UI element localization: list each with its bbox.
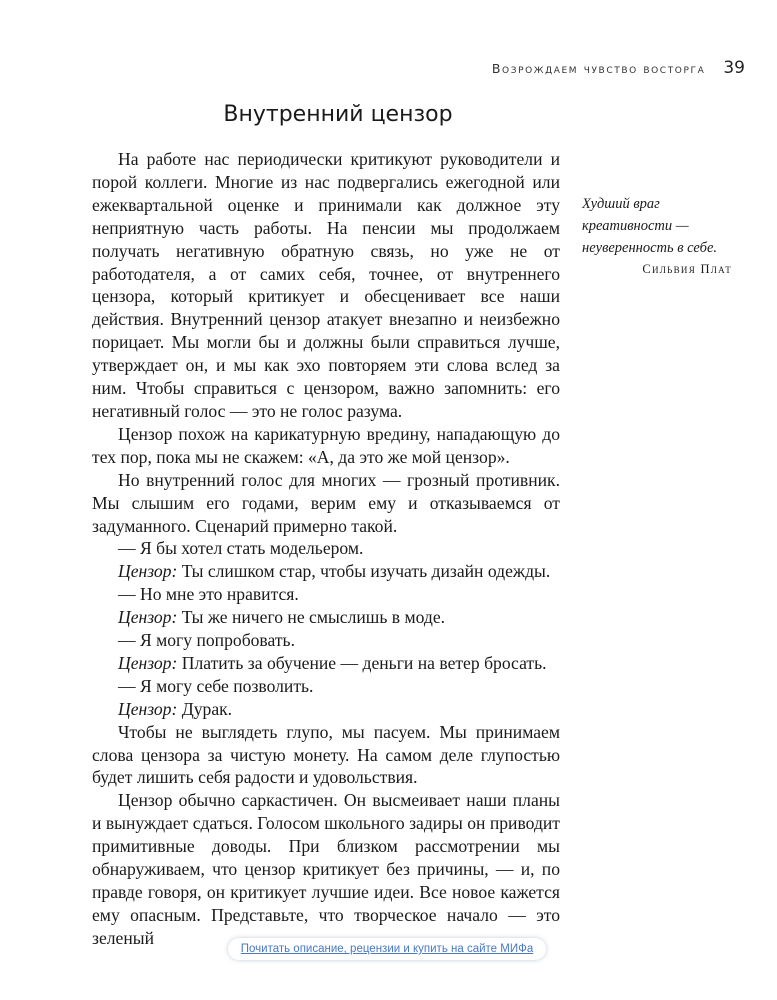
dialog-line	[92, 560, 560, 583]
paragraph-text: Чтобы не выглядеть глупо, мы пасуем. Мы принимаем слова цензора за чистую монету. На самом деле глупостью будет лишить себя радости и удовольствия.	[92, 721, 560, 788]
dialog-text: Ты же ничего не смыслишь в моде.	[181, 607, 446, 628]
speaker-label: Цензор:	[118, 561, 178, 582]
dialog-line	[92, 629, 560, 652]
dialog-line	[92, 537, 560, 560]
dialog-line	[92, 652, 560, 675]
dialog-text: Платить за обучение — деньги на ветер бросать.	[181, 652, 547, 673]
dialog-line	[92, 583, 560, 606]
quote-text: Худший враг креативности — неуверенность в себе.	[582, 196, 718, 256]
speaker-label: Цензор:	[118, 607, 178, 628]
dialog-line	[92, 675, 560, 698]
speaker-label: Цензор:	[118, 652, 178, 673]
paragraph-text: Но внутренний голос для многих — грозный противник. Мы слышим его годами, верим ему и отказываемся от задуманного. Сценарий примерно такой.	[92, 469, 560, 536]
dialog-line	[92, 606, 560, 629]
paragraph	[92, 148, 560, 423]
dialog-text: Дурак.	[181, 698, 233, 719]
running-header	[492, 58, 745, 78]
paragraph	[92, 423, 560, 469]
dialog-text: — Я могу себе позволить.	[118, 675, 314, 696]
dialog-text: Ты слишком стар, чтобы изучать дизайн одежды.	[181, 561, 551, 582]
dialog-text: — Я могу попробовать.	[118, 630, 295, 651]
paragraph	[92, 721, 560, 790]
paragraph-text: Цензор обычно саркастичен. Он высмеивает наши планы и вынуждает сдаться. Голосом школьного задиры он приводит примитивные доводы. При близком рассмотрении мы обнаруживаем, что цензор критикует без причины, — и, по правде говоря, он критикует лучшие идеи. Все новое кажется ему опасным. Представьте, что творческое начало — это зеленый	[92, 790, 560, 948]
dialog-text: — Я бы хотел стать модельером.	[118, 538, 364, 559]
page-number: 39	[723, 58, 745, 78]
running-title: Возрождаем чувство восторга	[491, 61, 706, 76]
dialog-line	[92, 698, 560, 721]
section-title: Внутренний цензор	[223, 102, 453, 127]
paragraph	[92, 469, 560, 538]
dialog-text: — Но мне это нравится.	[118, 584, 299, 605]
epigraph-quote	[582, 193, 752, 279]
speaker-label: Цензор:	[118, 698, 178, 719]
paragraph	[92, 789, 560, 949]
quote-author: Сильвия Плат	[642, 262, 732, 276]
paragraph-text: Цензор похож на карикатурную вредину, нападающую до тех пор, пока мы не скажем: «А, да это же мой цензор».	[92, 423, 560, 467]
body-text	[92, 148, 560, 950]
paragraph-text: На работе нас периодически критикуют руководители и порой коллеги. Многие из нас подвергались ежегодной или ежеквартальной оценке и принимали как должное эту неприятную часть работы. На пенсии мы продолжаем получать негативную обратную связь, но уже не от работодателя, а от самих себя, точнее, от внутреннего цензора, который критикует и обесценивает все наши действия. Внутренний цензор атакует внезапно и неизбежно порицает. Мы могли бы и должны были справиться лучше, утверждает он, и мы как эхо повторяем эти слова вслед за ним. Чтобы справиться с цензором, важно запомнить: его негативный голос — это не голос разума.	[92, 149, 560, 421]
buy-book-link[interactable]: Почитать описание, рецензии и купить на сайте МИФа	[228, 938, 546, 960]
